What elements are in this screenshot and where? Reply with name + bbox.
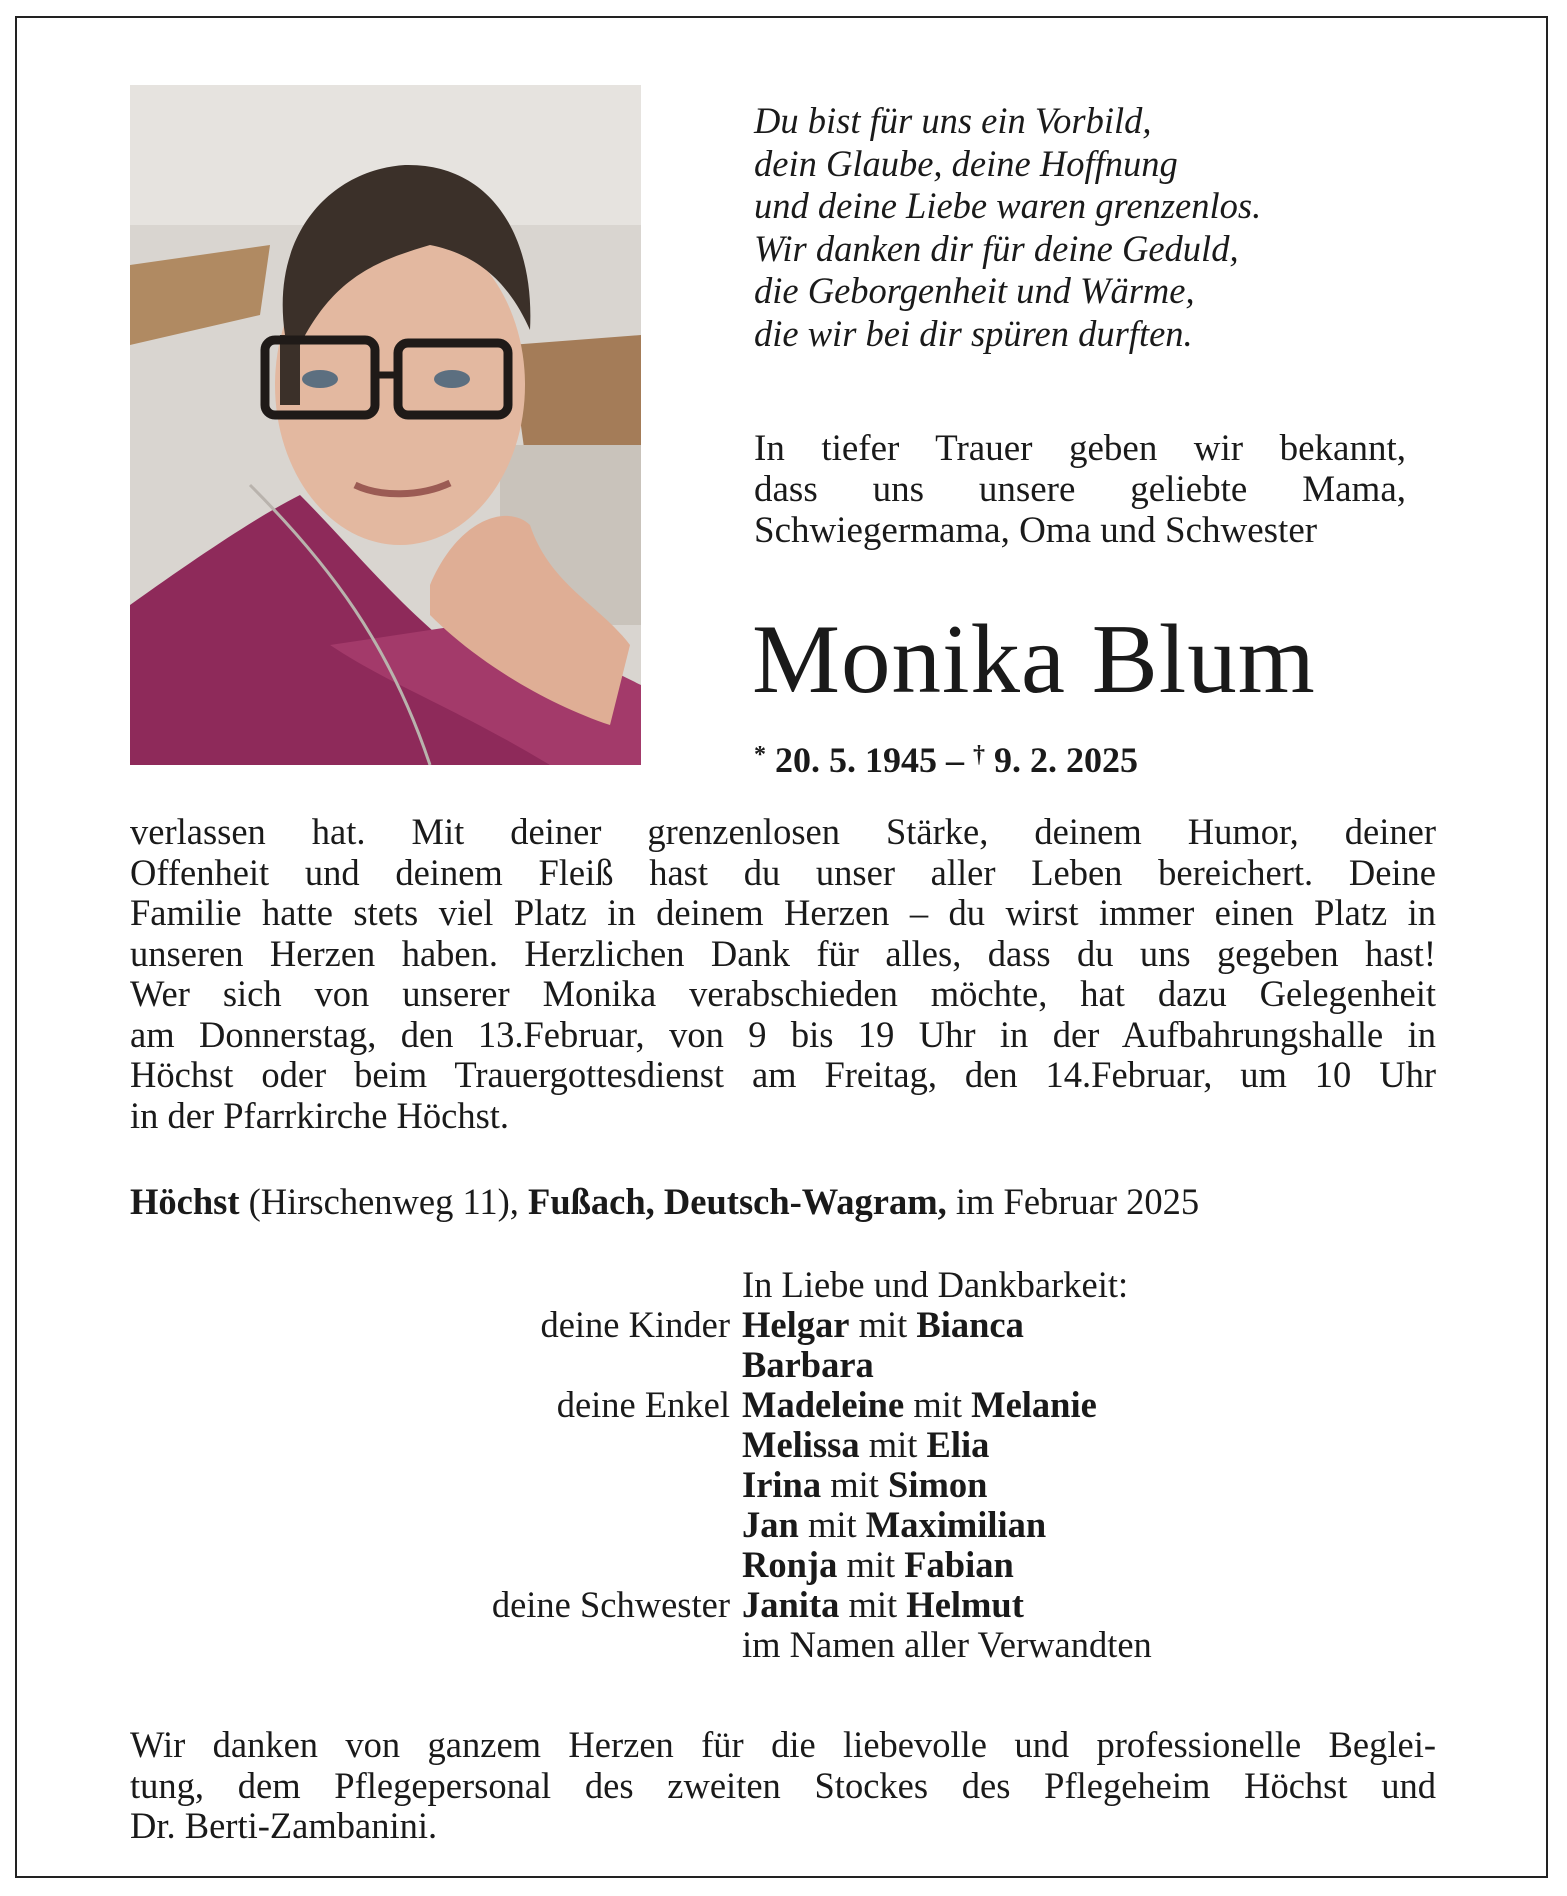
portrait-photo — [130, 85, 641, 765]
poem-line: dein Glaube, deine Hoffnung — [754, 142, 1178, 184]
place-address: (Hirschenweg 11), — [239, 1181, 529, 1222]
name-connector: mit — [798, 1504, 866, 1545]
mourner-name: Helgar — [742, 1304, 850, 1345]
mourners-row — [400, 1425, 1300, 1465]
name-connector: mit — [849, 1304, 917, 1345]
poem-verse — [754, 100, 1474, 355]
partner-name: Bianca — [916, 1304, 1024, 1345]
mourners-closing: im Namen aller Verwandten — [742, 1624, 1152, 1665]
mourner-name: Madeleine — [742, 1384, 905, 1425]
name-connector: mit — [839, 1584, 907, 1625]
place-and-date — [130, 1180, 1199, 1224]
body-line: Wer sich von unserer Monika verabschieden möchte, hat dazu Gelegenheit — [130, 973, 1436, 1014]
mourner-name: Melissa — [742, 1424, 860, 1465]
partner-name: Simon — [888, 1464, 988, 1505]
announcement-intro — [754, 428, 1406, 551]
mourner-name: Janita — [742, 1584, 840, 1625]
poem-line: Wir danken dir für deine Geduld, — [754, 227, 1239, 269]
mourner-name: Irina — [742, 1464, 822, 1505]
mourners-row — [400, 1505, 1300, 1545]
mourners-heading-row — [400, 1265, 1300, 1305]
thanks-line: tung, dem Pflegepersonal des zweiten Stockes des Pflegeheim Höchst und — [130, 1764, 1436, 1806]
relation-label: deine Schwester — [491, 1584, 730, 1625]
body-line: Offenheit und deinem Fleiß hast du unser aller Leben bereichert. Deine — [130, 851, 1436, 893]
mourners-heading: In Liebe und Dankbarkeit: — [742, 1264, 1129, 1305]
mourners-list — [400, 1265, 1300, 1665]
date-separator: – — [937, 740, 973, 780]
body-line: unseren Herzen haben. Herzlichen Dank für alles, dass du uns gegeben hast! — [130, 932, 1436, 974]
partner-name: Helmut — [906, 1584, 1024, 1625]
name-connector: mit — [837, 1544, 905, 1585]
body-line: Familie hatte stets viel Platz in deinem Herzen – du wirst immer einen Platz in — [130, 892, 1436, 933]
place-date: im Februar 2025 — [946, 1181, 1200, 1222]
mourners-row — [400, 1585, 1300, 1625]
partner-name: Maximilian — [865, 1504, 1047, 1545]
mourner-name: Barbara — [742, 1344, 874, 1385]
partner-name: Elia — [926, 1424, 990, 1465]
relation-label — [400, 1425, 742, 1465]
body-line: in der Pfarrkirche Höchst. — [130, 1094, 510, 1136]
name-connector: mit — [859, 1424, 927, 1465]
body-line: verlassen hat. Mit deiner grenzenlosen Stärke, deinem Humor, deiner — [130, 811, 1436, 852]
obituary-text — [130, 812, 1436, 1136]
poem-line: die wir bei dir spüren durften. — [754, 312, 1193, 354]
mourners-row — [400, 1385, 1300, 1425]
mourner-name: Jan — [742, 1504, 799, 1545]
intro-line: dass uns unsere geliebte Mama, — [754, 469, 1406, 510]
life-dates — [754, 733, 1138, 782]
thanks-paragraph — [130, 1725, 1436, 1847]
birth-date: 20. 5. 1945 — [775, 740, 937, 780]
deceased-name: Monika Blum — [752, 605, 1316, 714]
place-town: Höchst — [130, 1181, 240, 1222]
poem-line: Du bist für uns ein Vorbild, — [754, 100, 1152, 141]
death-date: 9. 2. 2025 — [994, 740, 1138, 780]
mourners-row — [400, 1345, 1300, 1385]
mourners-closing-row — [400, 1625, 1300, 1665]
partner-name: Melanie — [971, 1384, 1097, 1425]
poem-line: die Geborgenheit und Wärme, — [754, 270, 1195, 311]
relation-label: deine Kinder — [540, 1304, 730, 1345]
mourners-row — [400, 1465, 1300, 1505]
intro-line: In tiefer Trauer geben wir bekannt, — [754, 428, 1406, 469]
name-connector: mit — [821, 1464, 889, 1505]
mourners-row — [400, 1305, 1300, 1345]
relation-label — [400, 1345, 742, 1385]
partner-name: Fabian — [904, 1544, 1014, 1585]
mourners-row — [400, 1545, 1300, 1585]
place-others: Fußach, Deutsch-Wagram, — [528, 1181, 947, 1222]
portrait-illustration — [130, 85, 641, 765]
relation-label — [400, 1545, 742, 1585]
poem-line: und deine Liebe waren grenzenlos. — [754, 185, 1262, 226]
body-line: Höchst oder beim Trauergottesdienst am Freitag, den 14.Februar, um 10 Uhr — [130, 1054, 1436, 1095]
name-connector: mit — [904, 1384, 972, 1425]
death-symbol: † — [973, 742, 985, 768]
mourner-name: Ronja — [742, 1544, 838, 1585]
intro-line: Schwiegermama, Oma und Schwester — [754, 510, 1318, 551]
thanks-line: Dr. Berti-Zambanini. — [130, 1805, 438, 1846]
relation-label — [400, 1465, 742, 1505]
body-line: am Donnerstag, den 13.Februar, von 9 bis 19 Uhr in der Aufbahrungshalle in — [130, 1013, 1436, 1055]
relation-label — [400, 1505, 742, 1545]
birth-symbol: * — [754, 742, 766, 768]
thanks-line: Wir danken von ganzem Herzen für die liebevolle und professionelle Beglei- — [130, 1724, 1436, 1765]
relation-label: deine Enkel — [556, 1384, 730, 1425]
